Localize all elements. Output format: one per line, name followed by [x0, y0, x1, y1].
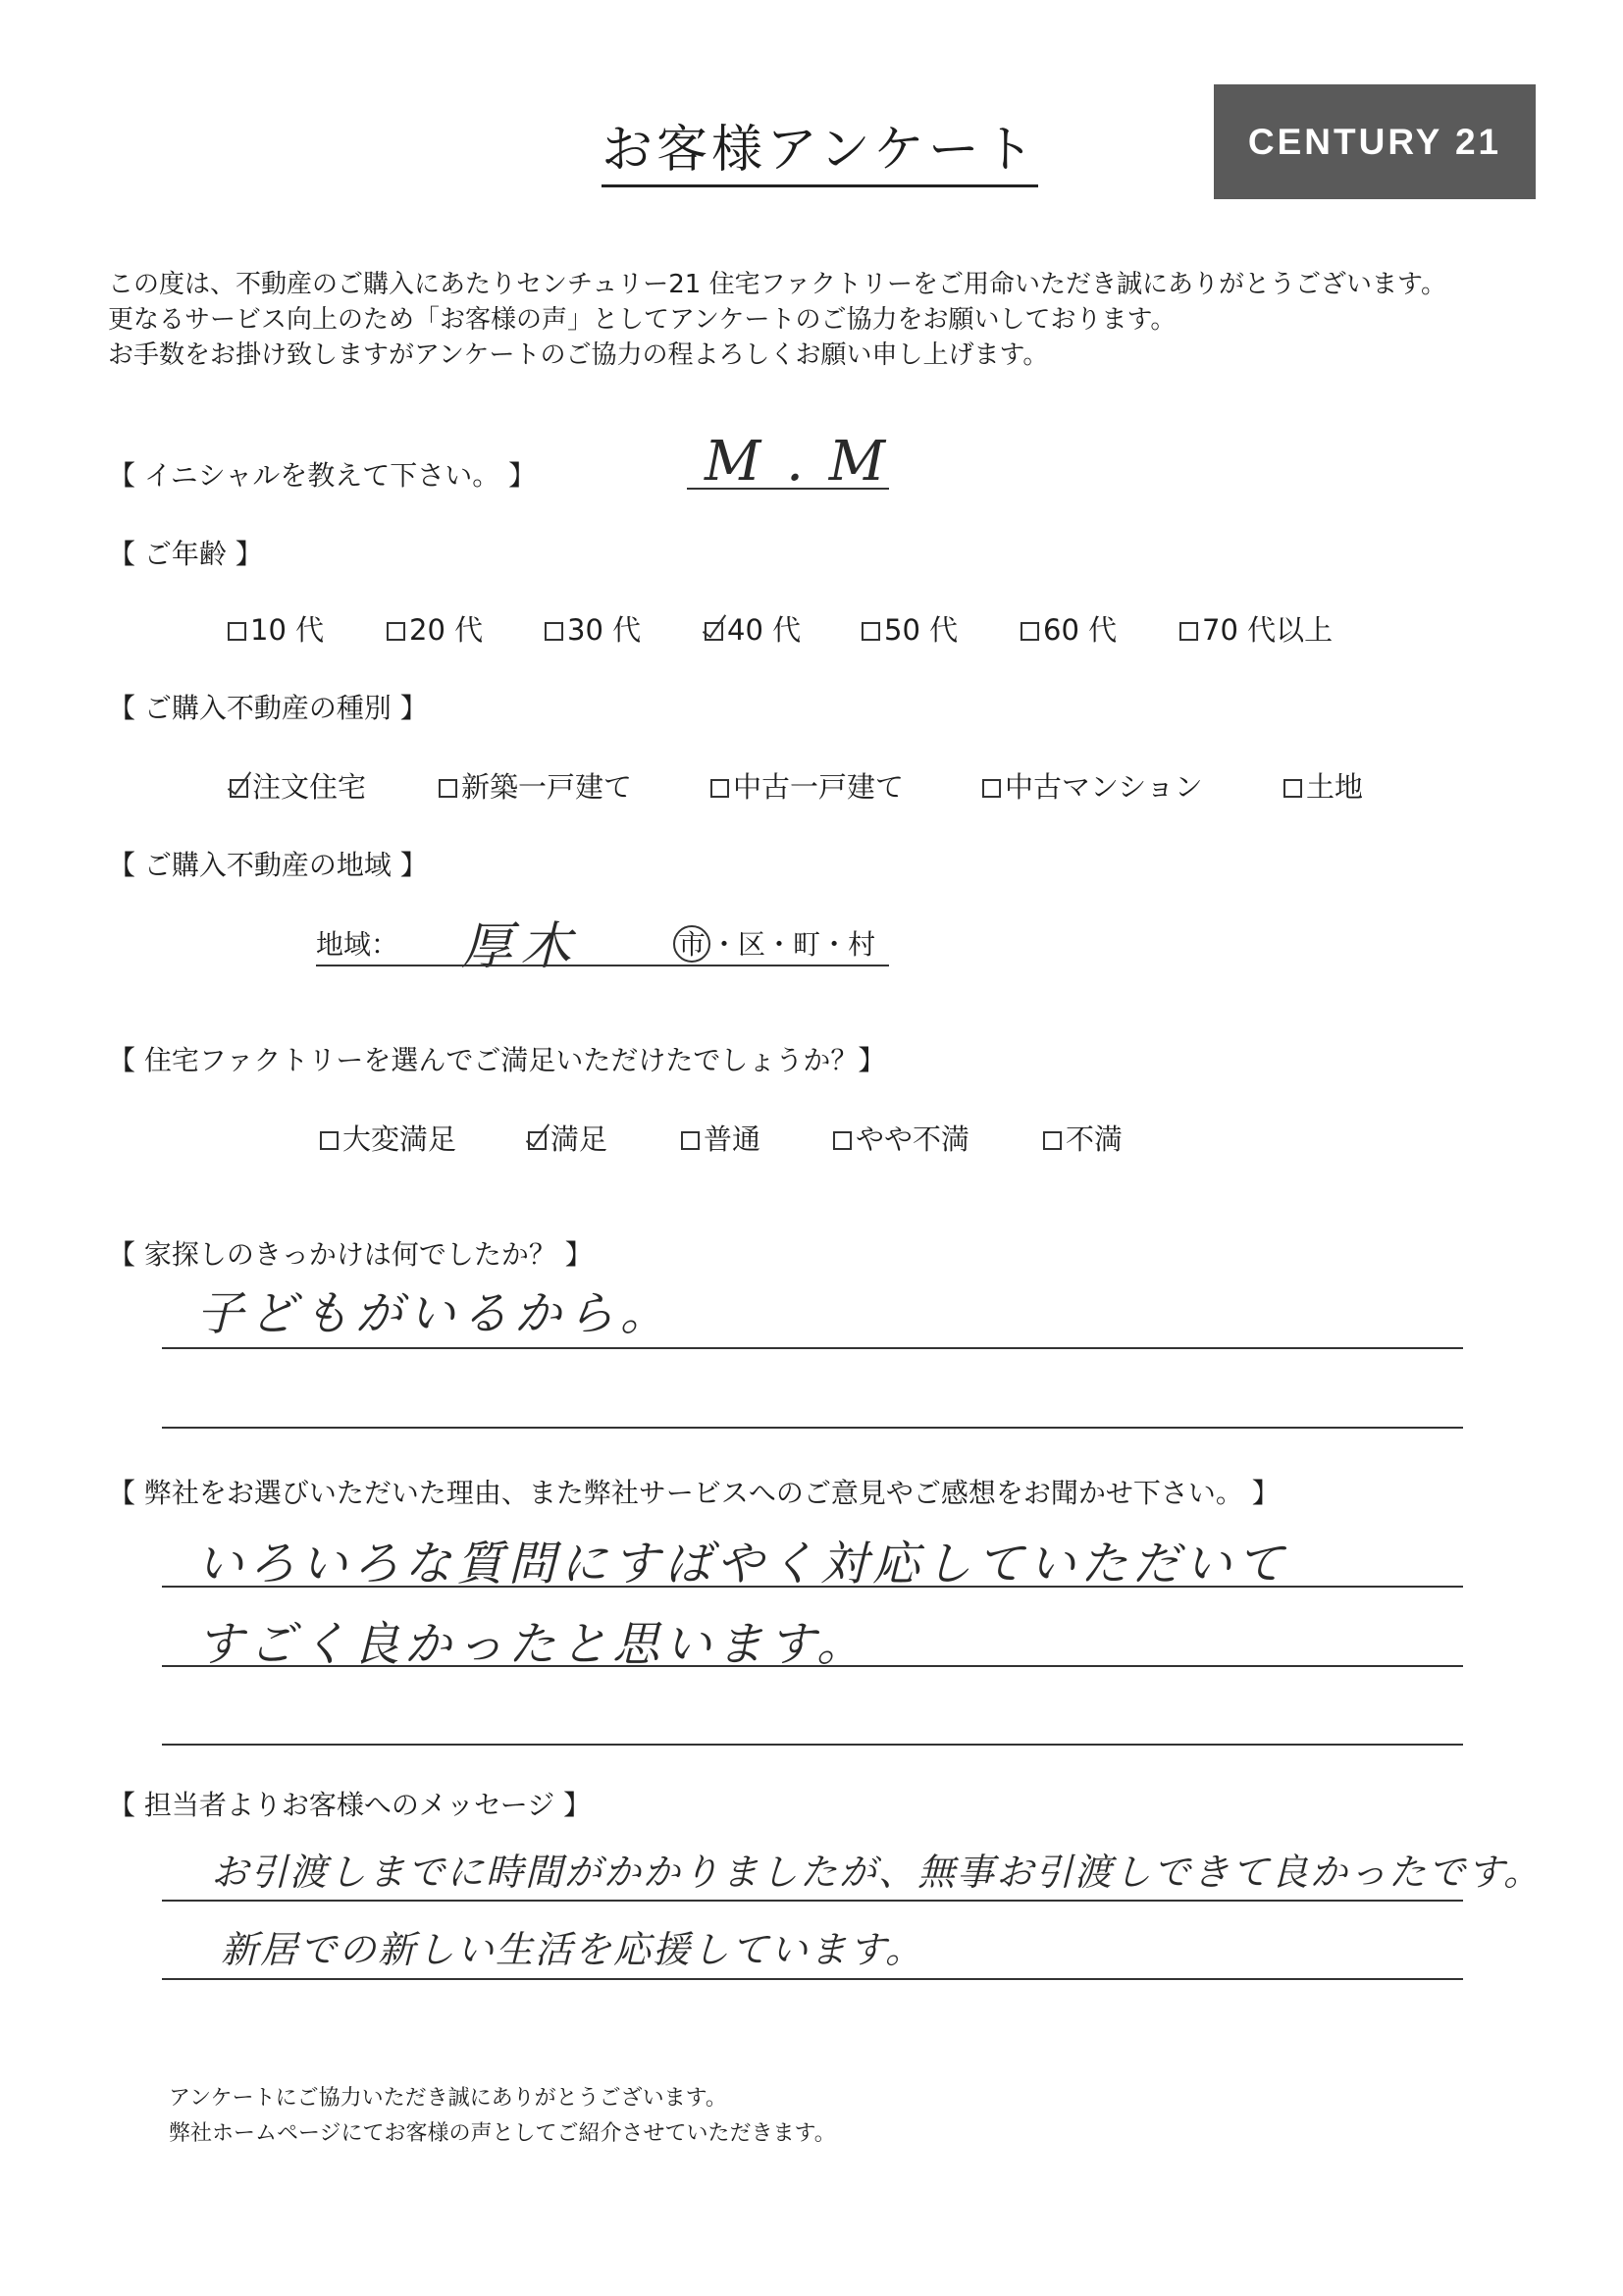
answer-line	[162, 1586, 1463, 1588]
reason-label: 【 弊社をお選びいただいた理由、また弊社サービスへのご意見やご感想をお聞かせ下さい。 】	[108, 1477, 1280, 1509]
checked-checkbox-icon[interactable]	[230, 779, 248, 798]
intro-text	[108, 267, 1446, 373]
logo-text: CENTURY 21	[1247, 121, 1502, 162]
checked-checkbox-icon[interactable]	[528, 1131, 547, 1150]
answer-line	[162, 1427, 1463, 1429]
checkbox-icon[interactable]	[1283, 779, 1302, 798]
region-units: 市 ・区・町・村	[673, 925, 875, 965]
answer-line	[162, 1744, 1463, 1746]
footer-text	[169, 2081, 836, 2152]
age-option-20[interactable]: 20 代	[387, 610, 483, 650]
region-field-label: 地域：	[316, 928, 399, 961]
checkbox-icon[interactable]	[387, 622, 405, 641]
page-title: お客様アンケート	[602, 116, 1038, 187]
age-label: 【 ご年齢 】	[108, 538, 263, 570]
answer-line	[162, 1978, 1463, 1980]
century21-logo	[1214, 84, 1536, 199]
property-option-land[interactable]: 土地	[1283, 767, 1363, 807]
message-line: お引渡しまでに時間がかかりましたが、無事お引渡しできて良かったです。	[211, 1851, 1543, 1894]
satisfaction-option-very-satisfied[interactable]: 大変満足	[320, 1120, 456, 1159]
region-unit[interactable]: 区	[738, 928, 766, 961]
region-underline	[316, 965, 889, 966]
checkbox-icon[interactable]	[1179, 622, 1198, 641]
age-option-30[interactable]: 30 代	[545, 610, 641, 650]
message-label: 【 担当者よりお客様へのメッセージ 】	[108, 1789, 592, 1821]
property-option-used-condo[interactable]: 中古マンション	[982, 767, 1203, 807]
reason-answer-line[interactable]: いろいろな質問にすばやく対応していただいて	[196, 1537, 1289, 1592]
age-option-10[interactable]: 10 代	[228, 610, 324, 650]
checkbox-icon[interactable]	[320, 1131, 339, 1150]
intro-line: お手数をお掛け致しますがアンケートのご協力の程よろしくお願い申し上げます。	[108, 340, 1049, 370]
checked-checkbox-icon[interactable]	[705, 622, 723, 641]
satisfaction-option-normal[interactable]: 普通	[681, 1120, 760, 1159]
property-option-new-house[interactable]: 新築一戸建て	[439, 767, 632, 807]
checkbox-icon[interactable]	[228, 622, 246, 641]
property-type-label: 【 ご購入不動産の種別 】	[108, 692, 428, 724]
initials-value[interactable]: M . M	[705, 430, 890, 494]
reason-answer-line[interactable]: すごく良かったと思います。	[196, 1617, 869, 1672]
property-option-custom-home[interactable]: 注文住宅	[230, 767, 366, 807]
satisfaction-option-slightly-dissatisfied[interactable]: やや不満	[833, 1120, 969, 1159]
checkbox-icon[interactable]	[710, 779, 729, 798]
message-line: 新居での新しい生活を応援しています。	[221, 1928, 924, 1971]
answer-line	[162, 1900, 1463, 1902]
checkbox-icon[interactable]	[1021, 622, 1039, 641]
intro-line: 更なるサービス向上のため「お客様の声」としてアンケートのご協力をお願いしております。	[108, 305, 1177, 335]
age-option-50[interactable]: 50 代	[862, 610, 958, 650]
initials-underline	[687, 488, 889, 490]
checkbox-icon[interactable]	[439, 779, 457, 798]
age-option-40[interactable]: 40 代	[705, 610, 801, 650]
initials-label: 【 イニシャルを教えて下さい。 】	[108, 459, 537, 492]
intro-line: この度は、不動産のご購入にあたりセンチュリー21 住宅ファクトリーをご用命いただき誠にありがとうございます。	[108, 270, 1446, 299]
satisfaction-label: 【 住宅ファクトリーを選んでご満足いただけたでしょうか？】	[108, 1044, 886, 1076]
checkbox-icon[interactable]	[862, 622, 880, 641]
region-value[interactable]: 厚木	[461, 917, 580, 976]
answer-line	[162, 1347, 1463, 1349]
checkbox-icon[interactable]	[982, 779, 1001, 798]
answer-line	[162, 1665, 1463, 1667]
checkbox-icon[interactable]	[833, 1131, 852, 1150]
trigger-answer-line[interactable]: 子どもがいるから。	[196, 1286, 674, 1341]
region-label: 【 ご購入不動産の地域 】	[108, 849, 428, 881]
age-option-60[interactable]: 60 代	[1021, 610, 1117, 650]
property-option-used-house[interactable]: 中古一戸建て	[710, 767, 904, 807]
region-unit[interactable]: 町	[793, 928, 821, 961]
trigger-label: 【 家探しのきっかけは何でしたか？ 】	[108, 1238, 593, 1271]
footer-line: 弊社ホームページにてお客様の声としてご紹介させていただきます。	[169, 2121, 836, 2146]
checkbox-icon[interactable]	[681, 1131, 700, 1150]
region-unit[interactable]: 村	[848, 928, 876, 961]
satisfaction-option-satisfied[interactable]: 満足	[528, 1120, 607, 1159]
satisfaction-option-dissatisfied[interactable]: 不満	[1043, 1120, 1123, 1159]
region-unit-selected[interactable]: 市	[673, 925, 710, 963]
checkbox-icon[interactable]	[1043, 1131, 1062, 1150]
checkbox-icon[interactable]	[545, 622, 563, 641]
age-option-70[interactable]: 70 代以上	[1179, 610, 1333, 650]
footer-line: アンケートにご協力いただき誠にありがとうございます。	[169, 2086, 727, 2111]
